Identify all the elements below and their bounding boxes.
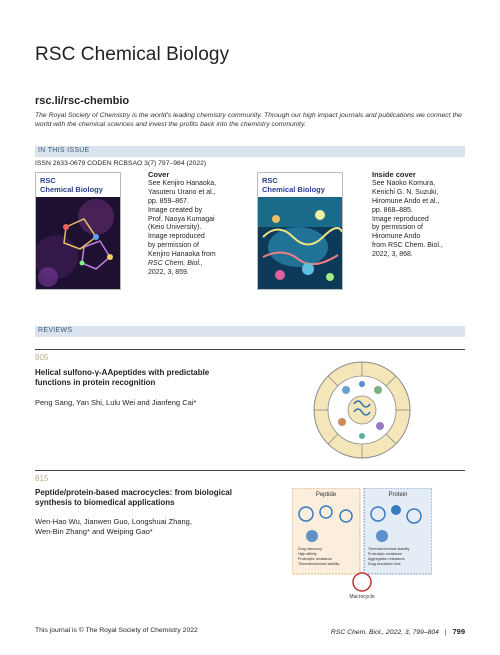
article-title[interactable]: Helical sulfono-γ-AApeptides with predictable functions in protein recognition xyxy=(35,368,210,387)
macrocycle-graphic xyxy=(292,488,432,600)
svg-text:Drug discovery: Drug discovery xyxy=(298,547,322,551)
cover-title: RSC Chemical Biology xyxy=(40,176,103,194)
journal-blurb: The Royal Society of Chemistry is the world's leading chemistry community. Through our high impact journals and publications we connect the world with the chemical sciences and invest the profits back into the chemistry community. xyxy=(35,112,462,128)
svg-text:Drug circulation time: Drug circulation time xyxy=(368,562,401,566)
journal-url[interactable]: rsc.li/rsc-chembio xyxy=(35,95,130,107)
article-page-number[interactable]: 815 xyxy=(35,474,49,483)
svg-text:High affinity: High affinity xyxy=(298,552,317,556)
svg-text:Thermal/chemical stability: Thermal/chemical stability xyxy=(298,562,340,566)
cover-heading: Cover xyxy=(148,170,170,179)
article-divider xyxy=(35,349,465,350)
svg-text:Aggregation resistance: Aggregation resistance xyxy=(368,557,405,561)
issn-line: ISSN 2633-0679 CODEN RCBSAO 3(7) 797–984 (2022) xyxy=(35,160,207,167)
cover-title: RSC Chemical Biology xyxy=(262,176,325,194)
cover-image[interactable] xyxy=(35,172,121,290)
cover-description: Cover See Kenjiro Hanaoka, Yasuteru Urano et al., pp. 859–867. Image created by Prof. Naoya Kumagai (Keio University). Image reproduced by permission of Kenjiro Hanaoka from RSC Chem. Biol., 2022, 3, 859. xyxy=(148,171,228,278)
article-authors: Wen-Hao Wu, Jianwen Guo, Longshuai Zhang, Wen-Bin Zhang* and Weiping Gao* xyxy=(35,517,192,536)
svg-text:Proteolytic resistance: Proteolytic resistance xyxy=(298,557,333,561)
page-number: 799 xyxy=(452,627,465,636)
reviews-label: REVIEWS xyxy=(38,327,73,334)
article-page-number[interactable]: 805 xyxy=(35,353,49,362)
inside-cover-description: Inside cover See Naoko Komura, Kenichi G. N. Suzuki, Hiromune Ando et al., pp. 868–885. Image reproduced by permission of Hiromune Ando from RSC Chem. Biol., 2022, 3, 868. xyxy=(372,171,452,260)
article-title[interactable]: Peptide/protein-based macrocycles: from biological synthesis to biomedical applications xyxy=(35,488,232,507)
helical-peptide-graphic xyxy=(312,360,412,460)
footer-citation: RSC Chem. Biol., 2022, 3, 799–804 | 799 xyxy=(330,627,465,636)
inside-cover-image[interactable] xyxy=(257,172,343,290)
in-this-issue-label: IN THIS ISSUE xyxy=(38,147,90,154)
article-authors: Peng Sang, Yan Shi, Lulu Wei and Jianfeng Cai* xyxy=(35,398,197,407)
cover-artwork xyxy=(36,197,120,289)
cover-heading: Inside cover xyxy=(372,170,416,179)
reviews-band xyxy=(35,326,465,337)
peptide-label: Peptide xyxy=(315,492,337,498)
svg-text:Proteolytic resistance: Proteolytic resistance xyxy=(368,552,403,556)
footer-copyright: This journal is © The Royal Society of Chemistry 2022 xyxy=(35,627,198,634)
inside-cover-artwork xyxy=(258,197,342,289)
protein-label: Protein xyxy=(388,492,408,498)
macrocycle-label: Macrocycle xyxy=(349,594,375,600)
svg-text:Thermal/chemical stability: Thermal/chemical stability xyxy=(368,547,410,551)
in-this-issue-band xyxy=(35,146,465,157)
article-divider xyxy=(35,470,465,471)
journal-title: RSC Chemical Biology xyxy=(35,44,230,65)
